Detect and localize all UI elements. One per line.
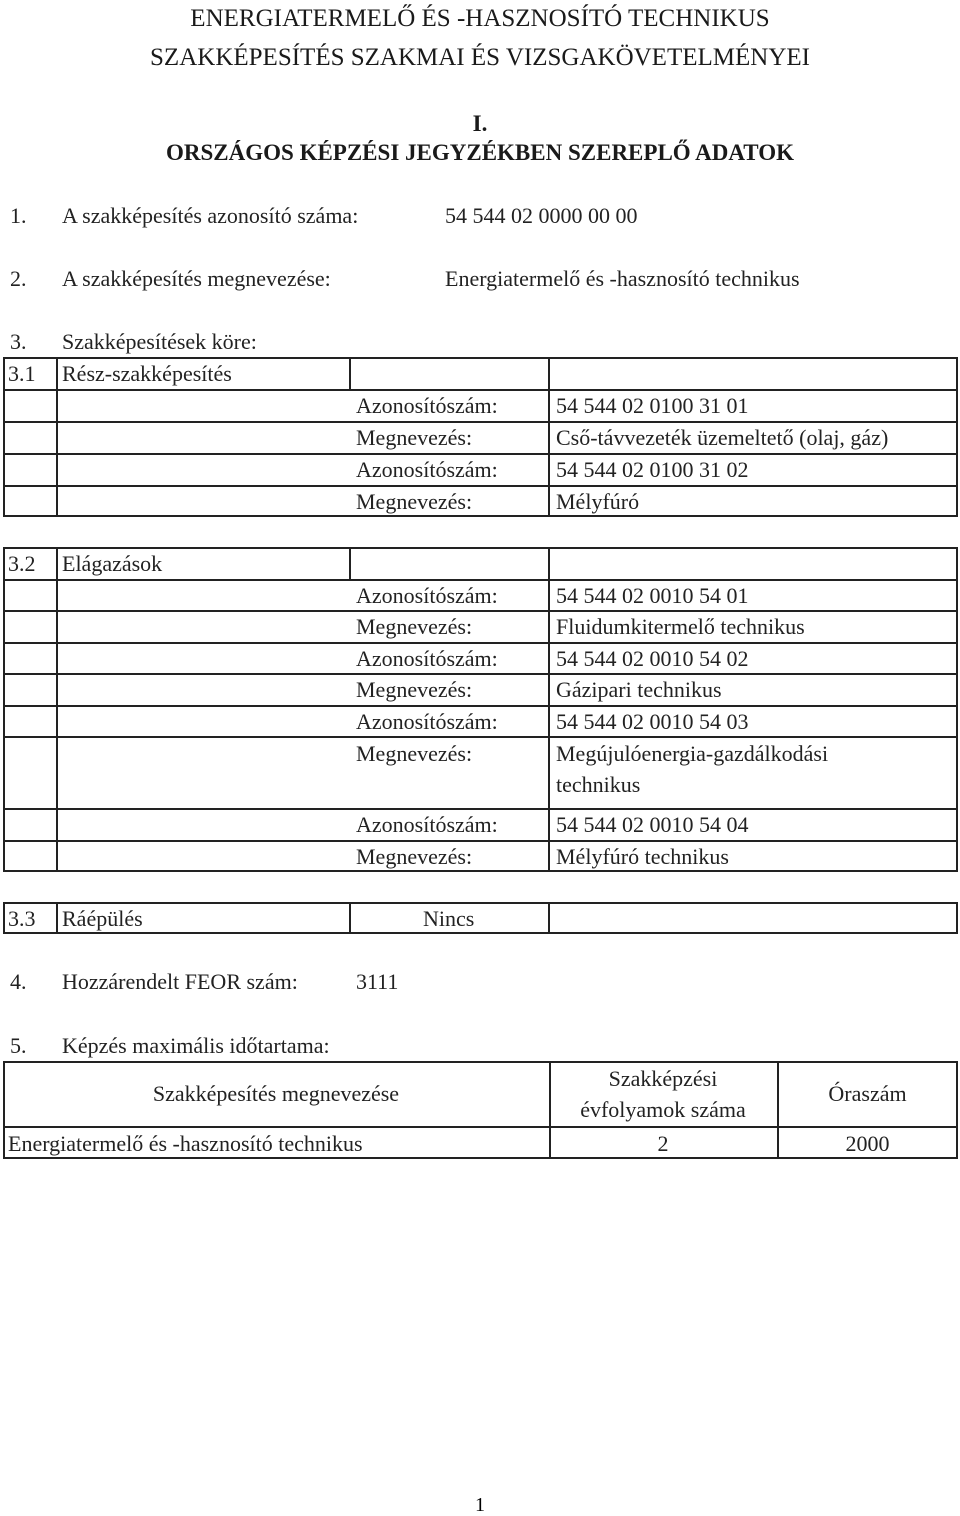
page-number: 1 [475, 1494, 485, 1516]
row-years: 2 [657, 1131, 669, 1156]
header-years-line-2: évfolyamok száma [580, 1097, 746, 1122]
sub-3-2-row-6-key: Megnevezés: [356, 741, 473, 766]
sub-3-1-row-1-key: Azonosítószám: [356, 393, 498, 418]
header-hours: Óraszám [828, 1081, 907, 1106]
sub-3-1-label: Rész-szakképesítés [62, 361, 232, 386]
item-1-value: 54 544 02 0000 00 00 [445, 203, 638, 228]
item-5-label: Képzés maximális időtartama: [62, 1033, 330, 1058]
sub-3-2-row-5-value: 54 544 02 0010 54 03 [556, 709, 749, 734]
item-4-value: 3111 [356, 969, 399, 994]
sub-3-2-row-1-value: 54 544 02 0010 54 01 [556, 583, 749, 608]
section-heading: ORSZÁGOS KÉPZÉSI JEGYZÉKBEN SZEREPLŐ ADATOK [166, 140, 794, 165]
sub-3-2-row-8-value: Mélyfúró technikus [556, 844, 729, 869]
sub-3-1-row-2-value: Cső-távvezeték üzemeltető (olaj, gáz) [556, 425, 889, 450]
sub-3-2-row-3-value: 54 544 02 0010 54 02 [556, 646, 749, 671]
row-hours: 2000 [845, 1131, 890, 1156]
sub-3-1-row-4-value: Mélyfúró [556, 489, 640, 514]
item-2-label: A szakképesítés megnevezése: [62, 266, 331, 291]
item-4-number: 4. [10, 969, 27, 994]
sub-3-2-row-5-key: Azonosítószám: [356, 709, 498, 734]
item-1-label: A szakképesítés azonosító száma: [62, 203, 359, 228]
sub-3-2-row-1-key: Azonosítószám: [356, 583, 498, 608]
sub-3-1-row-2-key: Megnevezés: [356, 425, 473, 450]
sub-3-1-row-3-value: 54 544 02 0100 31 02 [556, 457, 749, 482]
section-roman-numeral: I. [472, 111, 488, 136]
sub-3-2-row-3-key: Azonosítószám: [356, 646, 498, 671]
sub-3-2-row-8-key: Megnevezés: [356, 844, 473, 869]
sub-3-3-label: Ráépülés [62, 906, 143, 931]
item-3-number: 3. [10, 329, 27, 354]
sub-3-2-label: Elágazások [62, 551, 163, 576]
header-qualification-name: Szakképesítés megnevezése [152, 1081, 400, 1106]
sub-3-1-row-4-key: Megnevezés: [356, 489, 473, 514]
header-years-line-1: Szakképzési [608, 1066, 718, 1091]
sub-3-2-row-6-value-cont: technikus [556, 772, 641, 797]
row-qualification-name: Energiatermelő és -hasznosító technikus [8, 1131, 363, 1156]
sub-3-2-number: 3.2 [8, 551, 36, 576]
item-2-number: 2. [10, 266, 27, 291]
sub-3-2-row-4-key: Megnevezés: [356, 677, 473, 702]
item-5-number: 5. [10, 1033, 27, 1058]
sub-3-2-row-7-key: Azonosítószám: [356, 812, 498, 837]
document-title-line-1: ENERGIATERMELŐ ÉS -HASZNOSÍTÓ TECHNIKUS [190, 5, 770, 32]
sub-3-2-row-2-value: Fluidumkitermelő technikus [556, 614, 805, 639]
sub-3-3-number: 3.3 [8, 906, 36, 931]
sub-3-1-row-1-value: 54 544 02 0100 31 01 [556, 393, 749, 418]
document-title-line-2: SZAKKÉPESÍTÉS SZAKMAI ÉS VIZSGAKÖVETELMÉNYEI [150, 44, 810, 71]
sub-3-2-row-7-value: 54 544 02 0010 54 04 [556, 812, 749, 837]
item-2-value: Energiatermelő és -hasznosító technikus [445, 266, 800, 291]
sub-3-1-number: 3.1 [8, 361, 36, 386]
item-4-label: Hozzárendelt FEOR szám: [62, 969, 298, 994]
sub-3-1-row-3-key: Azonosítószám: [356, 457, 498, 482]
item-3-label: Szakképesítések köre: [62, 329, 257, 354]
sub-3-2-row-6-value: Megújulóenergia-gazdálkodási [556, 741, 829, 766]
item-1-number: 1. [10, 203, 27, 228]
sub-3-3-value: Nincs [423, 906, 475, 931]
sub-3-2-row-2-key: Megnevezés: [356, 614, 473, 639]
sub-3-2-row-4-value: Gázipari technikus [556, 677, 722, 702]
